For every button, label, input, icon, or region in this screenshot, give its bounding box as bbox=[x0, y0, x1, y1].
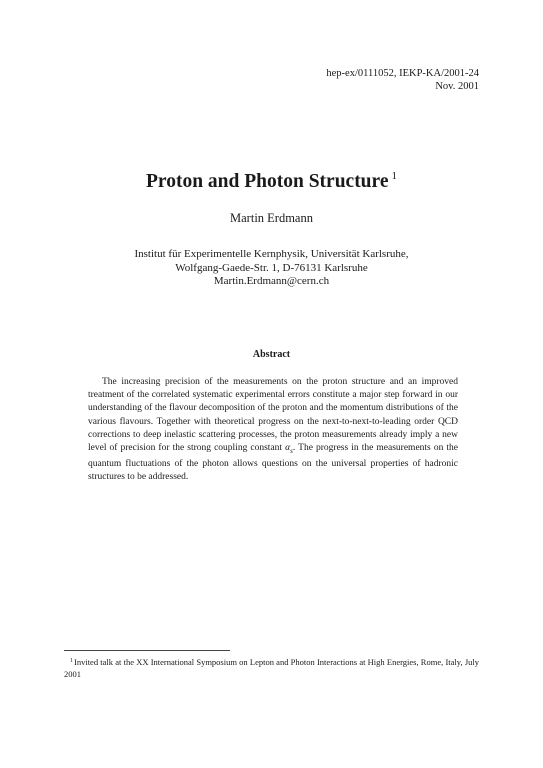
paper-title-text: Proton and Photon Structure bbox=[145, 171, 389, 192]
author-email: Martin.Erdmann@cern.ch bbox=[213, 275, 330, 287]
preprint-info bbox=[326, 67, 479, 93]
abstract-text-part1: The increasing precision of the measurements on the proton structure and an improved treatment of the correlated systematic experimental errors constitute a major step forward in our understanding of the flavour decomposition of the proton and the momentum distributions of the various flavours. Together with theoretical progress on the next-to-next-to-leading order QCD corrections to deep inelastic scattering processes, the proton measurements already imply a new level of precision for the strong coupling constant bbox=[88, 377, 458, 454]
abstract-text bbox=[88, 376, 458, 485]
affiliation-address: Wolfgang-Gaede-Str. 1, D-76131 Karlsruhe bbox=[175, 261, 368, 274]
paper-title bbox=[0, 164, 543, 194]
alpha-subscript: s bbox=[290, 446, 293, 455]
author-affiliation bbox=[0, 248, 543, 289]
footnote bbox=[64, 655, 479, 680]
footnote-marker: 1 bbox=[70, 658, 73, 664]
footnote-divider bbox=[64, 650, 230, 651]
abstract-heading: Abstract bbox=[252, 349, 291, 360]
preprint-number: hep-ex/0111052, IEKP-KA/2001-24 bbox=[326, 68, 479, 79]
preprint-date: Nov. 2001 bbox=[435, 81, 479, 92]
footnote-text: Invited talk at the XX International Symposium on Lepton and Photon Interactions at High Energies, Rome, Italy, July 2001 bbox=[64, 657, 479, 679]
affiliation-institute: Institut für Experimentelle Kernphysik, Universität Karlsruhe, bbox=[134, 248, 409, 260]
title-footnote-marker: 1 bbox=[391, 170, 397, 182]
alpha-s-symbol bbox=[285, 443, 293, 453]
alpha-symbol: α bbox=[285, 443, 291, 454]
author-name: Martin Erdmann bbox=[230, 211, 313, 225]
abstract-text-part2: . The progress in the measurements on the quantum fluctuations of the photon allows questions on the universal properties of hadronic structures to be addressed. bbox=[88, 443, 458, 483]
